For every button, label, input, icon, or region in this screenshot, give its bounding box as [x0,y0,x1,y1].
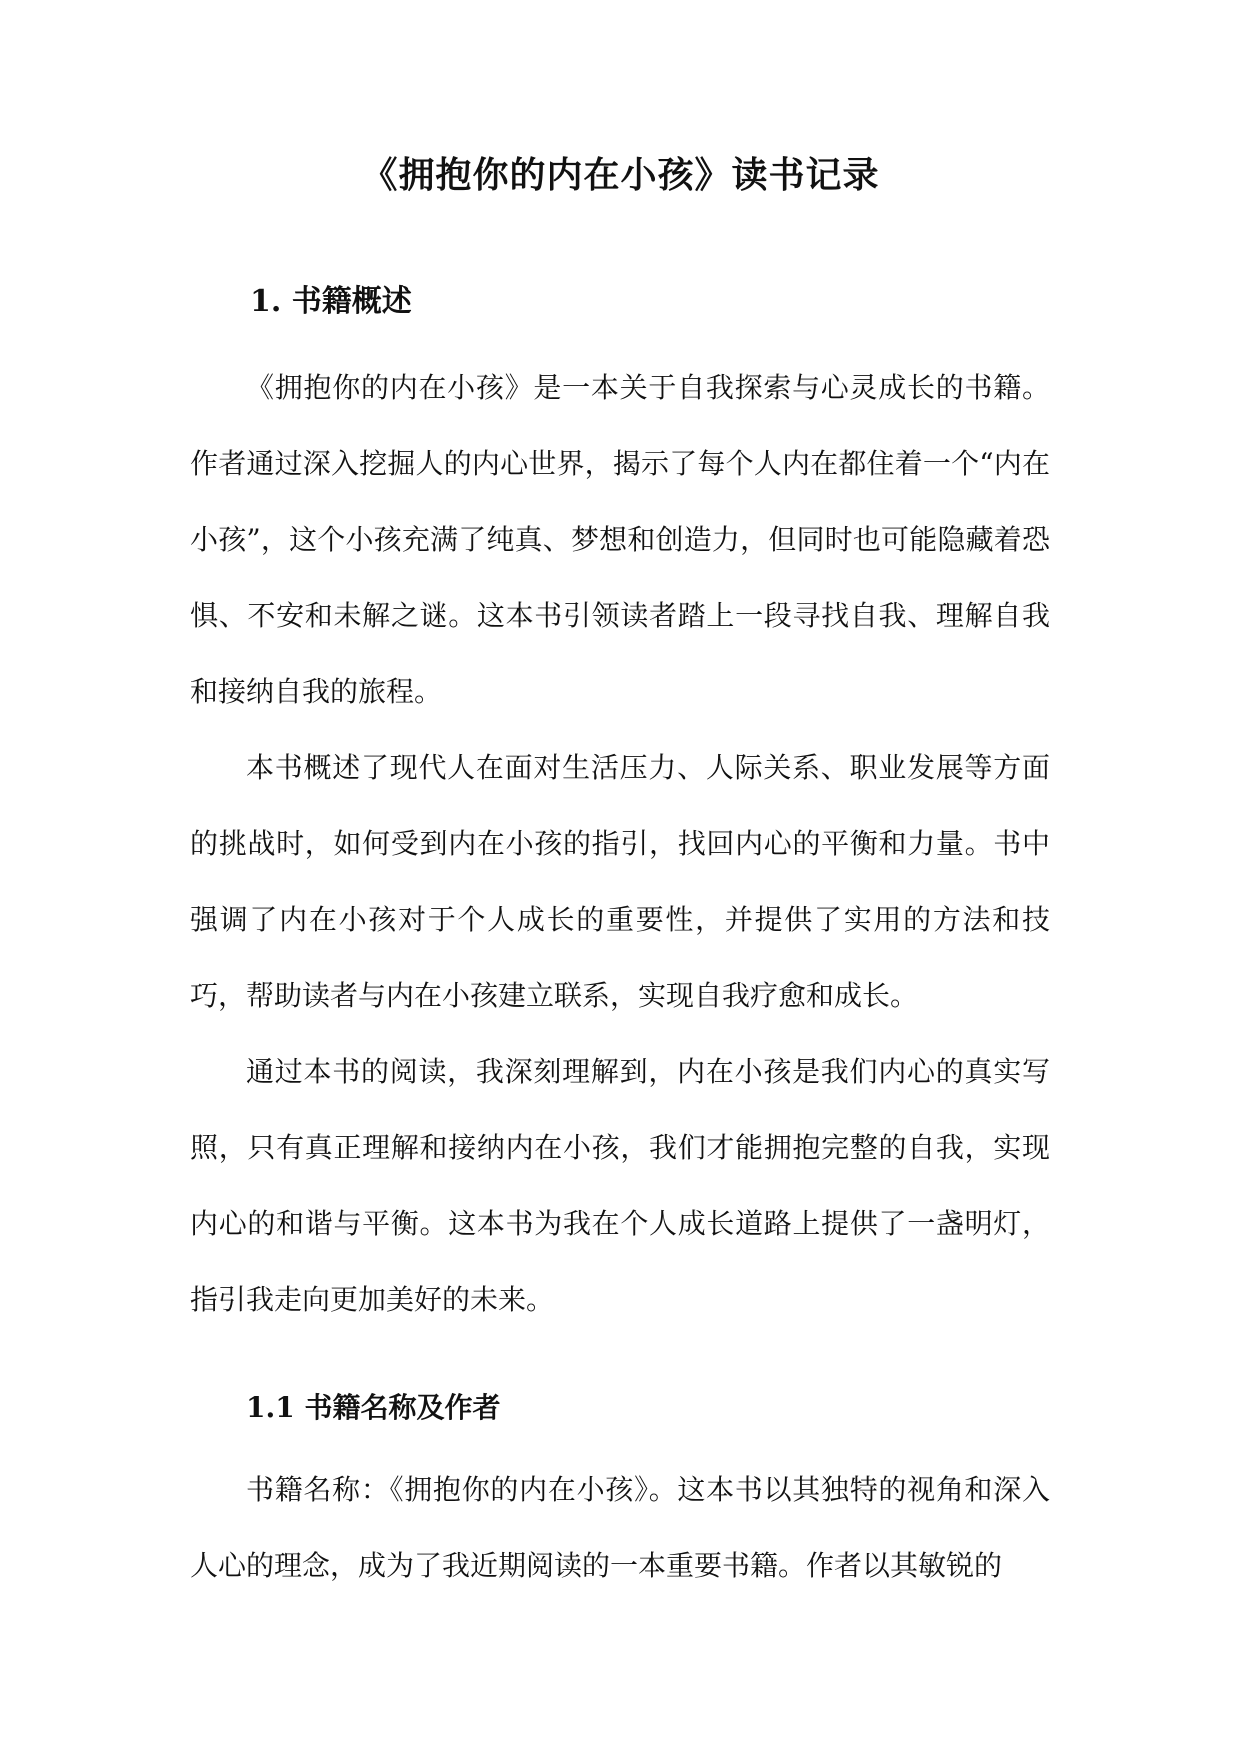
subsection-heading-title-author: 1.1 书籍名称及作者 [246,1391,501,1424]
document-title: 《拥抱你的内在小孩》读书记录 [361,154,880,196]
title-author-paragraph: 书籍名称：《拥抱你的内在小孩》。这本书以其独特的视角和深入人心的理念，成为了我近期阅读的一本重要书籍。作者以其敏锐的 [190,1473,1050,1582]
overview-paragraph-1: 《拥抱你的内在小孩》是一本关于自我探索与心灵成长的书籍。作者通过深入挖掘人的内心世界，揭示了每个人内在都住着一个“内在小孩”，这个小孩充满了纯真、梦想和创造力，但同时也可能隐藏着恐惧、不安和未解之谜。这本书引领读者踏上一段寻找自我、理解自我和接纳自我的旅程。 [190,371,1050,708]
overview-paragraph-2: 本书概述了现代人在面对生活压力、人际关系、职业发展等方面的挑战时，如何受到内在小孩的指引，找回内心的平衡和力量。书中强调了内在小孩对于个人成长的重要性，并提供了实用的方法和技巧，帮助读者与内在小孩建立联系，实现自我疗愈和成长。 [190,751,1050,1012]
overview-paragraph-3: 通过本书的阅读，我深刻理解到，内在小孩是我们内心的真实写照，只有真正理解和接纳内在小孩，我们才能拥抱完整的自我，实现内心的和谐与平衡。这本书为我在个人成长道路上提供了一盏明灯，指引我走向更加美好的未来。 [190,1055,1050,1316]
section-heading-book-overview: 1. 书籍概述 [250,284,412,319]
